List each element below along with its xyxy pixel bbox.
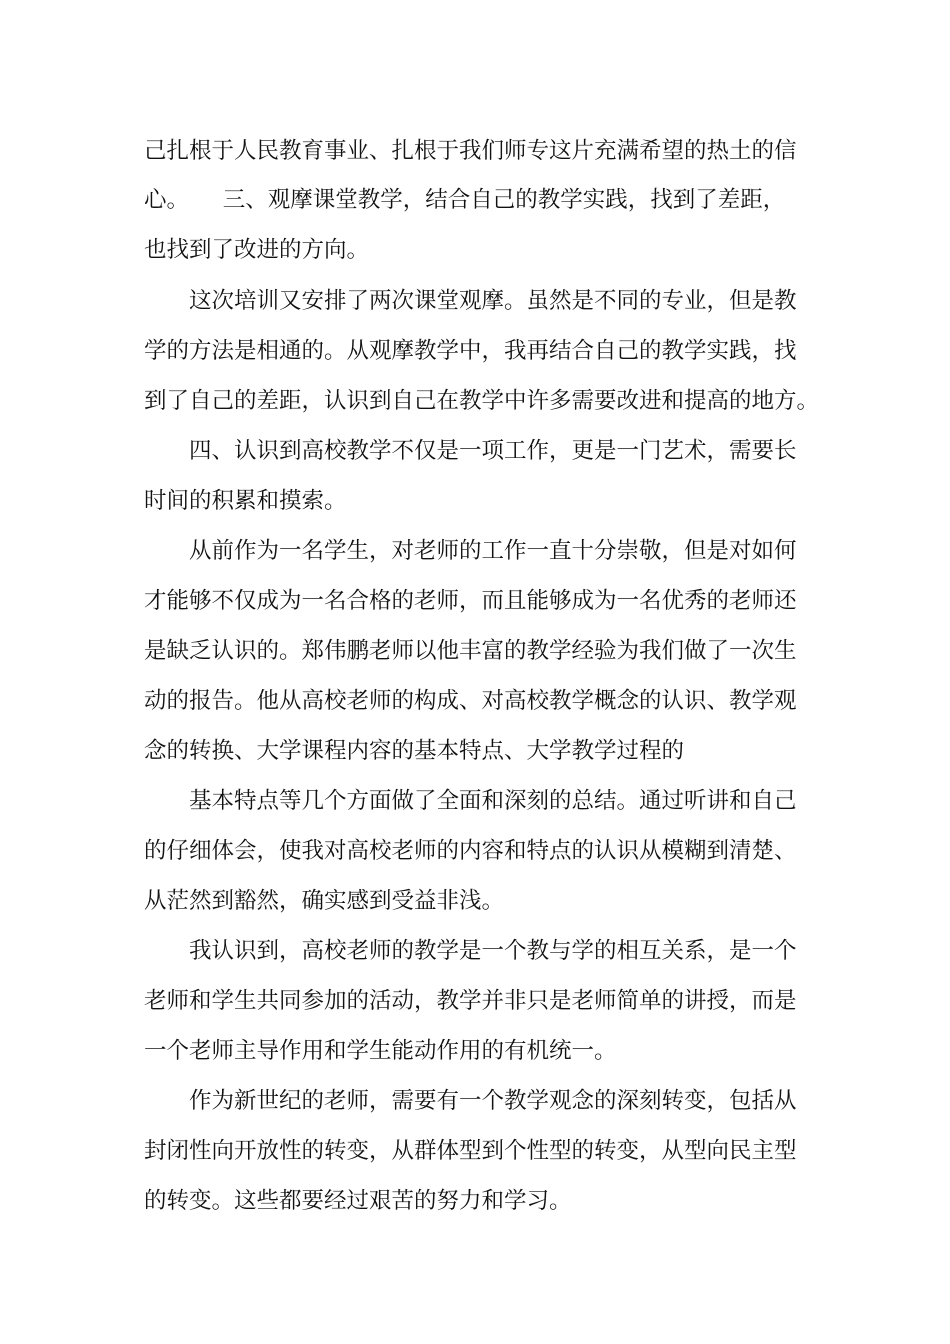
text-line: 的转变。这些都要经过艰苦的努力和学习。 <box>144 1188 572 1214</box>
text-line: 基本特点等几个方面做了全面和深刻的总结。通过听讲和自己 <box>189 788 797 814</box>
text-line: 从前作为一名学生，对老师的工作一直十分崇敬，但是对如何 <box>189 538 797 564</box>
text-line: 动的报告。他从高校老师的构成、对高校教学概念的认识、教学观 <box>144 688 797 714</box>
text-line: 学的方法是相通的。从观摩教学中，我再结合自己的教学实践，找 <box>144 338 797 364</box>
text-line: 也找到了改进的方向。 <box>144 237 370 263</box>
text-line: 到了自己的差距，认识到自己在教学中许多需要改进和提高的地方。 <box>144 388 820 414</box>
text-line: 四、认识到高校教学不仅是一项工作，更是一门艺术，需要长 <box>189 438 797 464</box>
text-line: 作为新世纪的老师，需要有一个教学观念的深刻转变，包括从 <box>189 1088 797 1114</box>
text-line: 的仔细体会，使我对高校老师的内容和特点的认识从模糊到清楚、 <box>144 838 797 864</box>
text-line: 心。 三、观摩课堂教学，结合自己的教学实践，找到了差距， <box>144 187 786 213</box>
text-line: 老师和学生共同参加的活动，教学并非只是老师简单的讲授，而是 <box>144 988 797 1014</box>
text-line: 念的转换、大学课程内容的基本特点、大学教学过程的 <box>144 738 685 764</box>
text-line: 时间的积累和摸索。 <box>144 488 347 514</box>
text-line: 一个老师主导作用和学生能动作用的有机统一。 <box>144 1038 617 1064</box>
text-line: 这次培训又安排了两次课堂观摩。虽然是不同的专业，但是教 <box>189 288 797 314</box>
text-line: 才能够不仅成为一名合格的老师，而且能够成为一名优秀的老师还 <box>144 588 797 614</box>
text-line: 是缺乏认识的。郑伟鹏老师以他丰富的教学经验为我们做了一次生 <box>144 638 797 664</box>
text-line: 从茫然到豁然，确实感到受益非浅。 <box>144 888 505 914</box>
text-line: 封闭性向开放性的转变，从群体型到个性型的转变，从型向民主型 <box>144 1138 797 1164</box>
text-line: 我认识到，高校老师的教学是一个教与学的相互关系，是一个 <box>189 938 797 964</box>
text-line: 己扎根于人民教育事业、扎根于我们师专这片充满希望的热土的信 <box>144 138 797 164</box>
